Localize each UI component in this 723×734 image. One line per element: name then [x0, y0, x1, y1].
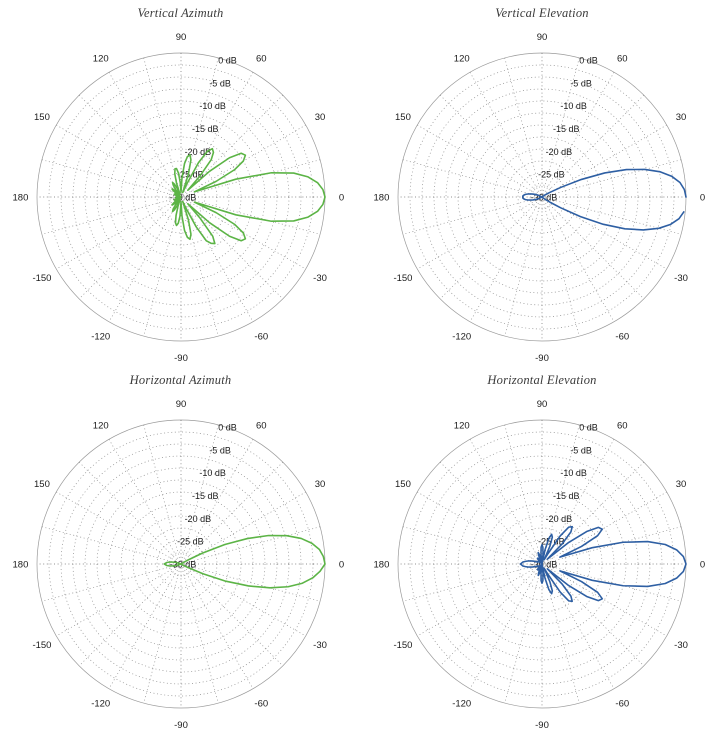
angle-tick-label: -150 — [32, 639, 52, 651]
angle-tick-label: -60 — [254, 331, 269, 343]
angle-tick-label: 90 — [536, 31, 548, 43]
radial-tick-label: -5 dB — [209, 78, 231, 89]
radial-tick-label: -10 dB — [560, 101, 587, 112]
angle-tick-label: 30 — [675, 479, 687, 491]
panel-title: Vertical Azimuth — [137, 6, 224, 20]
radial-tick-label: -5 dB — [209, 445, 231, 456]
radial-tick-label: -15 dB — [191, 124, 219, 135]
chart-panel-horizontal-azimuth — [0, 367, 361, 734]
polar-axes — [0, 0, 361, 367]
radial-tick-label: -15 dB — [552, 491, 580, 502]
radial-tick-label: -30 dB — [169, 559, 197, 570]
angle-tick-label: 120 — [453, 53, 470, 65]
radial-tick-label: -20 dB — [184, 146, 212, 157]
polar-plot-vertical-elevation — [361, 0, 723, 367]
radial-tick-label: -15 dB — [191, 491, 219, 502]
angle-tick-label: 150 — [395, 112, 411, 124]
radial-tick-label: -25 dB — [538, 169, 565, 180]
angle-tick-label: 30 — [675, 112, 687, 124]
panel-title: Vertical Elevation — [495, 6, 589, 20]
angle-tick-label: -60 — [615, 698, 630, 710]
angle-tick-label: 180 — [12, 559, 29, 571]
angle-tick-label: -30 — [313, 272, 327, 284]
angle-tick-label: -150 — [393, 639, 413, 651]
radial-tick-label: 0 dB — [218, 55, 237, 66]
angle-tick-label: 0 — [699, 192, 706, 204]
polar-plot-vertical-azimuth — [0, 0, 361, 367]
radial-tick-label: 0 dB — [579, 422, 598, 433]
chart-panel-horizontal-elevation — [361, 367, 723, 734]
angle-tick-label: 180 — [373, 192, 390, 204]
radial-tick-label: -20 dB — [545, 513, 573, 524]
angle-tick-label: 180 — [12, 192, 29, 204]
radial-tick-label: -25 dB — [538, 536, 565, 547]
angle-tick-label: 120 — [453, 420, 470, 432]
polar-axes — [361, 0, 722, 367]
angle-tick-label: -30 — [674, 639, 688, 651]
radial-tick-label: 0 dB — [579, 55, 598, 66]
radial-tick-label: -30 dB — [530, 192, 558, 203]
angle-tick-label: -90 — [174, 720, 188, 732]
angle-tick-label: -60 — [615, 331, 630, 343]
angle-tick-label: -30 — [674, 272, 688, 284]
angle-tick-label: -150 — [32, 272, 52, 284]
radial-tick-label: -15 dB — [552, 124, 580, 135]
angle-tick-label: -60 — [254, 698, 269, 710]
angle-tick-label: 150 — [34, 112, 50, 124]
angle-tick-label: 30 — [314, 479, 326, 491]
angle-tick-label: 60 — [616, 420, 628, 432]
angle-tick-label: -120 — [91, 331, 111, 343]
angle-tick-label: 60 — [616, 53, 628, 65]
angle-tick-label: 0 — [338, 192, 345, 204]
polar-axes — [0, 367, 361, 734]
angle-tick-label: 180 — [373, 559, 390, 571]
radial-tick-label: -5 dB — [570, 78, 592, 89]
angle-tick-label: -120 — [452, 331, 472, 343]
chart-panel-vertical-elevation — [361, 0, 723, 367]
angle-tick-label: 90 — [175, 398, 187, 410]
radial-tick-label: -25 dB — [177, 536, 204, 547]
panel-title: Horizontal Azimuth — [129, 373, 232, 387]
angle-tick-label: 150 — [34, 479, 50, 491]
polar-axes — [361, 367, 722, 734]
angle-tick-label: 150 — [395, 479, 411, 491]
radial-tick-label: -10 dB — [199, 101, 226, 112]
angle-tick-label: 30 — [314, 112, 326, 124]
radial-tick-label: 0 dB — [218, 422, 237, 433]
panel-title: Horizontal Elevation — [487, 373, 597, 387]
angle-tick-label: -30 — [313, 639, 327, 651]
radial-tick-label: -25 dB — [177, 169, 204, 180]
radial-tick-label: -20 dB — [545, 146, 573, 157]
angle-tick-label: 0 — [699, 559, 706, 571]
angle-tick-label: -90 — [174, 353, 188, 365]
angle-tick-label: 120 — [92, 420, 109, 432]
angle-tick-label: 90 — [175, 31, 187, 43]
chart-panel-vertical-azimuth — [0, 0, 361, 367]
polar-plot-horizontal-azimuth — [0, 367, 361, 734]
angle-tick-label: -150 — [393, 272, 413, 284]
angle-tick-label: 0 — [338, 559, 345, 571]
angle-tick-label: -120 — [452, 698, 472, 710]
radial-tick-label: -10 dB — [560, 468, 587, 479]
angle-tick-label: -90 — [535, 720, 549, 732]
angle-tick-label: -120 — [91, 698, 111, 710]
angle-tick-label: 60 — [255, 53, 267, 65]
radial-tick-label: -30 dB — [530, 559, 558, 570]
radial-tick-label: -5 dB — [570, 445, 592, 456]
radial-tick-label: -30 dB — [169, 192, 197, 203]
angle-tick-label: -90 — [535, 353, 549, 365]
angle-tick-label: 90 — [536, 398, 548, 410]
angle-tick-label: 60 — [255, 420, 267, 432]
polar-plot-horizontal-elevation — [361, 367, 723, 734]
angle-tick-label: 120 — [92, 53, 109, 65]
radial-tick-label: -20 dB — [184, 513, 212, 524]
radial-tick-label: -10 dB — [199, 468, 226, 479]
